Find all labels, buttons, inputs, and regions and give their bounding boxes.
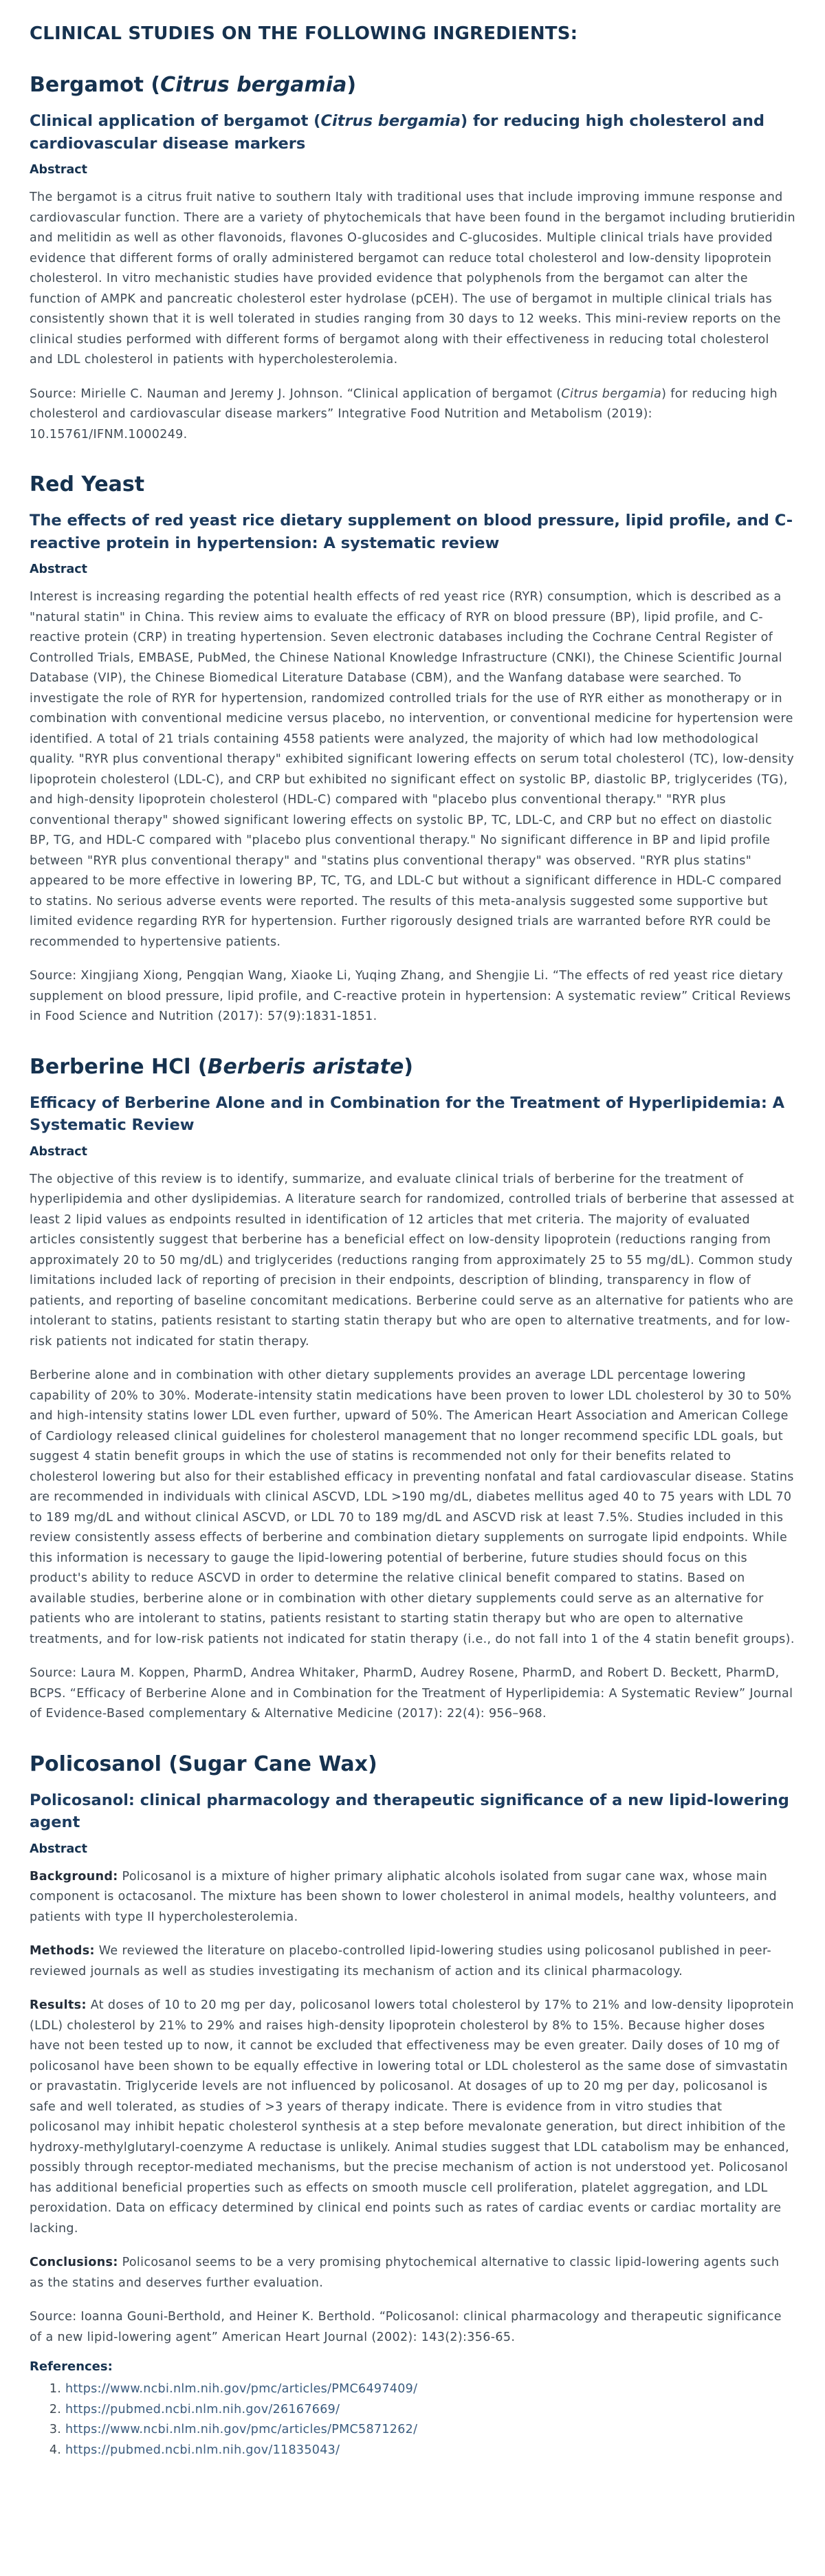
heading-text: ) [346, 73, 357, 97]
latin-name: Citrus bergamia [561, 386, 662, 401]
section-policosanol [30, 1751, 795, 2348]
abstract-paragraph: The objective of this review is to identify, summarize, and evaluate clinical trials of berberine for the treatment of hyperlipidemia and other dyslipidemias. A literature search for randomized, controlled trials of berberine that assessed at least 2 lipid values as endpoints resulted in identification of 12 articles that met criteria. The majority of evaluated articles consistently suggest that berberine has a beneficial effect on low-density lipoprotein (reductions ranging from approximately 20 to 50 mg/dL) and triglycerides (reductions ranging from approximately 25 to 55 mg/dL). Common study limitations included lack of reporting of precision in their endpoints, description of blinding, transparency in flow of patients, and reporting of baseline concomitant medications. Berberine could serve as an alternative for patients who are intolerant to statins, patients resistant to starting statin therapy but who are open to alternative treatments, and for low-risk patients not indicated for statin therapy. [30, 1172, 795, 1349]
section-heading-policosanol: Policosanol (Sugar Cane Wax) [30, 1751, 377, 1776]
methods-text: We reviewed the literature on placebo-controlled lipid-lowering studies using policosanol published in peer-reviewed journals as well as studies investigating its mechanism of action and its clinical pharmacology. [30, 1944, 772, 1978]
abstract-label: Abstract [30, 1144, 88, 1159]
section-heading-red-yeast: Red Yeast [30, 472, 145, 496]
reference-item [65, 2379, 795, 2400]
section-heading-bergamot [30, 72, 795, 99]
source-text: ) for reducing high cholesterol and cardiovascular disease markers” Integrative Food Nutrition and Metabolism (2019): 10.15761/IFNM.1000249. [30, 386, 778, 441]
latin-name: Berberis aristate [207, 1054, 404, 1079]
heading-text: ) [404, 1054, 414, 1079]
section-heading-berberine [30, 1054, 795, 1081]
study-title-red-yeast: The effects of red yeast rice dietary supplement on blood pressure, lipid profile, and C-reactive protein in hypertension: A systematic review [30, 512, 793, 552]
abstract-label: Abstract [30, 163, 88, 177]
study-title-policosanol: Policosanol: clinical pharmacology and therapeutic significance of a new lipid-lowering agent [30, 1791, 789, 1831]
reference-link-1[interactable]: https://www.ncbi.nlm.nih.gov/pmc/articles/PMC6497409/ [65, 2382, 418, 2396]
source-citation [30, 384, 795, 446]
source-citation: Source: Xingjiang Xiong, Pengqian Wang, Xiaoke Li, Yuqing Zhang, and Shengjie Li. “The effects of red yeast rice dietary supplement on blood pressure, lipid profile, and C-reactive protein in hypertension: A systematic review” Critical Reviews in Food Science and Nutrition (2017): 57(9):1831-1851. [30, 969, 791, 1023]
results-text: At doses of 10 to 20 mg per day, policosanol lowers total cholesterol by 17% to 21% and low-density lipoprotein (LDL) cholesterol by 21% to 29% and raises high-density lipoprotein cholesterol by 8% to 15%. Because higher doses have not been tested up to now, it cannot be excluded that effectiveness may be even greater. Daily doses of 10 mg of policosanol have been shown to be equally effective in lowering total or LDL cholesterol as the same dose of simvastatin or pravastatin. Triglyceride levels are not influenced by policosanol. At dosages of up to 20 mg per day, policosanol is safe and well tolerated, as studies of >3 years of therapy indicate. There is evidence from in vitro studies that policosanol may inhibit hepatic cholesterol synthesis at a step before mevalonate generation, but direct inhibition of the hydroxy-methylglutaryl-coenzyme A reductase is unlikely. Animal studies suggest that LDL catabolism may be enhanced, possibly through receptor-mediated mechanisms, but the precise mechanism of action is not understood yet. Policosanol has additional beneficial properties such as effects on smooth muscle cell proliferation, platelet aggregation, and LDL peroxidation. Data on efficacy determined by clinical end points such as rates of cardiac events or cardiac mortality are lacking. [30, 1998, 794, 2236]
results-label: Results: [30, 1998, 87, 2012]
page-title: CLINICAL STUDIES ON THE FOLLOWING INGREDIENTS: [30, 23, 578, 44]
methods-label: Methods: [30, 1944, 95, 1958]
references-list [30, 2379, 795, 2460]
section-references [30, 2359, 795, 2460]
conclusions-label: Conclusions: [30, 2256, 118, 2269]
study-title-berberine: Efficacy of Berberine Alone and in Combination for the Treatment of Hyperlipidemia: A Systematic Review [30, 1093, 785, 1134]
abstract-paragraph: The bergamot is a citrus fruit native to southern Italy with traditional uses that include improving immune response and cardiovascular function. There are a variety of phytochemicals that have been found in the bergamot including brutieridin and melitidin as well as other flavonoids, flavones O-glucosides and C-glucosides. Multiple clinical trials have provided evidence that different forms of orally administered bergamot can reduce total cholesterol and low-density lipoprotein cholesterol. In vitro mechanistic studies have provided evidence that polyphenols from the bergamot can alter the function of AMPK and pancreatic cholesterol ester hydrolase (pCEH). The use of bergamot in multiple clinical trials has consistently shown that it is well tolerated in studies ranging from 30 days to 12 weeks. This mini-review reports on the clinical studies performed with different forms of bergamot along with their effectiveness in reducing total cholesterol and LDL cholesterol in patients with hypercholesterolemia. [30, 190, 795, 367]
results-paragraph [30, 1996, 795, 2239]
abstract-label: Abstract [30, 1842, 88, 1856]
heading-text: Berberine HCl ( [30, 1054, 208, 1079]
reference-item [65, 2420, 795, 2441]
reference-link-2[interactable]: https://pubmed.ncbi.nlm.nih.gov/26167669/ [65, 2402, 340, 2416]
source-citation: Source: Laura M. Koppen, PharmD, Andrea Whitaker, PharmD, Audrey Rosene, PharmD, and Robert D. Beckett, PharmD, BCPS. “Efficacy of Berberine Alone and in Combination for the Treatment of Hyperlipidemia: A Systematic Review” Journal of Evidence-Based complementary & Alternative Medicine (2017): 22(4): 956–968. [30, 1666, 793, 1721]
reference-item [65, 2441, 795, 2461]
abstract-paragraph: Interest is increasing regarding the potential health effects of red yeast rice (RYR) consumption, which is described as a "natural statin" in China. This review aims to evaluate the efficacy of RYR on blood pressure (BP), lipid profile, and C-reactive protein (CRP) in treating hypertension. Seven electronic databases including the Cochrane Central Register of Controlled Trials, EMBASE, PubMed, the Chinese National Knowledge Infrastructure (CNKI), the Chinese Scientific Journal Database (VIP), the Chinese Biomedical Literature Database (CBM), and the Wanfang database were searched. To investigate the role of RYR for hypertension, randomized controlled trials for the use of RYR either as monotherapy or in combination with conventional medicine versus placebo, no intervention, or conventional medicine for hypertension were identified. A total of 21 trials containing 4558 patients were analyzed, the majority of which had low methodological quality. "RYR plus conventional therapy" exhibited significant lowering effects on serum total cholesterol (TC), low-density lipoprotein cholesterol (LDL-C), and CRP but exhibited no significant effect on systolic BP, diastolic BP, triglycerides (TG), and high-density lipoprotein cholesterol (HDL-C) compared with "placebo plus conventional therapy." "RYR plus conventional therapy" showed significant lowering effects on systolic BP, TC, LDL-C, and CRP but no effect on diastolic BP, TG, and HDL-C compared with "placebo plus conventional therapy." No significant difference in BP and lipid profile between "RYR plus conventional therapy" and "statins plus conventional therapy" was observed. "RYR plus statins" appeared to be more effective in lowering BP, TC, TG, and LDL-C but without a significant difference in HDL-C compared to statins. No serious adverse events were reported. The results of this meta-analysis suggested some supportive but limited evidence regarding RYR for hypertension. Further rigorously designed trials are warranted before RYR could be recommended to hypertensive patients. [30, 590, 795, 949]
source-text: Source: Mirielle C. Nauman and Jeremy J. Johnson. “Clinical application of bergamot ( [30, 386, 562, 401]
references-heading: References: [30, 2359, 113, 2374]
background-label: Background: [30, 1869, 118, 1884]
reference-link-3[interactable]: https://www.ncbi.nlm.nih.gov/pmc/articles/PMC5871262/ [65, 2423, 418, 2436]
conclusions-paragraph [30, 2253, 795, 2293]
conclusions-text: Policosanol seems to be a very promising phytochemical alternative to classic lipid-lowering agents such as the statins and deserves further evaluation. [30, 2256, 780, 2290]
abstract-paragraph: Berberine alone and in combination with other dietary supplements provides an average LDL percentage lowering capability of 20% to 30%. Moderate-intensity statin medications have been proven to lower LDL cholesterol by 30 to 50% and high-intensity statins lower LDL even further, upward of 50%. The American Heart Association and American College of Cardiology released clinical guidelines for cholesterol management that no longer recommend specific LDL goals, but suggest 4 statin benefit groups in which the use of statins is recommended not only for their benefits related to cholesterol lowering but also for their established efficacy in preventing nonfatal and fatal cardiovascular disease. Statins are recommended in individuals with clinical ASCVD, LDL >190 mg/dL, diabetes mellitus aged 40 to 75 years with LDL 70 to 189 mg/dL and without clinical ASCVD, or LDL 70 to 189 mg/dL and ASCVD risk at least 7.5%. Studies included in this review consistently assess effects of berberine and combination dietary supplements on surrogate lipid endpoints. While this information is necessary to gauge the lipid-lowering potential of berberine, future studies should focus on this product's ability to reduce ASCVD in order to determine the relative clinical benefit compared to statins. Based on available studies, berberine alone or in combination with other dietary supplements could serve as an alternative for patients who are intolerant to statins, patients resistant to starting statin therapy but who are open to alternative treatments, and for low-risk patients not indicated for statin therapy (i.e., do not fall into 1 of the 4 statin benefit groups). [30, 1368, 795, 1646]
reference-item [65, 2400, 795, 2421]
background-text: Policosanol is a mixture of higher primary aliphatic alcohols isolated from sugar cane wax, whose main component is octacosanol. The mixture has been shown to lower cholesterol in animal models, healthy volunteers, and patients with type II hypercholesterolemia. [30, 1869, 777, 1924]
section-red-yeast [30, 471, 795, 1027]
study-title-text: ) for reducing high cholesterol and cardiovascular disease markers [30, 112, 764, 153]
section-berberine [30, 1054, 795, 1725]
latin-name: Citrus bergamia [160, 73, 347, 97]
study-title-text: Clinical application of bergamot ( [30, 112, 321, 130]
source-citation: Source: Ioanna Gouni-Berthold, and Heiner K. Berthold. “Policosanol: clinical pharmacology and therapeutic significance of a new lipid-lowering agent” American Heart Journal (2002): 143(2):356-65. [30, 2310, 782, 2344]
methods-paragraph [30, 1941, 795, 1982]
background-paragraph [30, 1867, 795, 1928]
latin-name: Citrus bergamia [320, 112, 461, 130]
heading-text: Bergamot ( [30, 73, 161, 97]
study-title-bergamot [30, 110, 795, 155]
reference-link-4[interactable]: https://pubmed.ncbi.nlm.nih.gov/11835043/ [65, 2443, 340, 2457]
section-bergamot [30, 72, 795, 445]
abstract-label: Abstract [30, 563, 88, 576]
